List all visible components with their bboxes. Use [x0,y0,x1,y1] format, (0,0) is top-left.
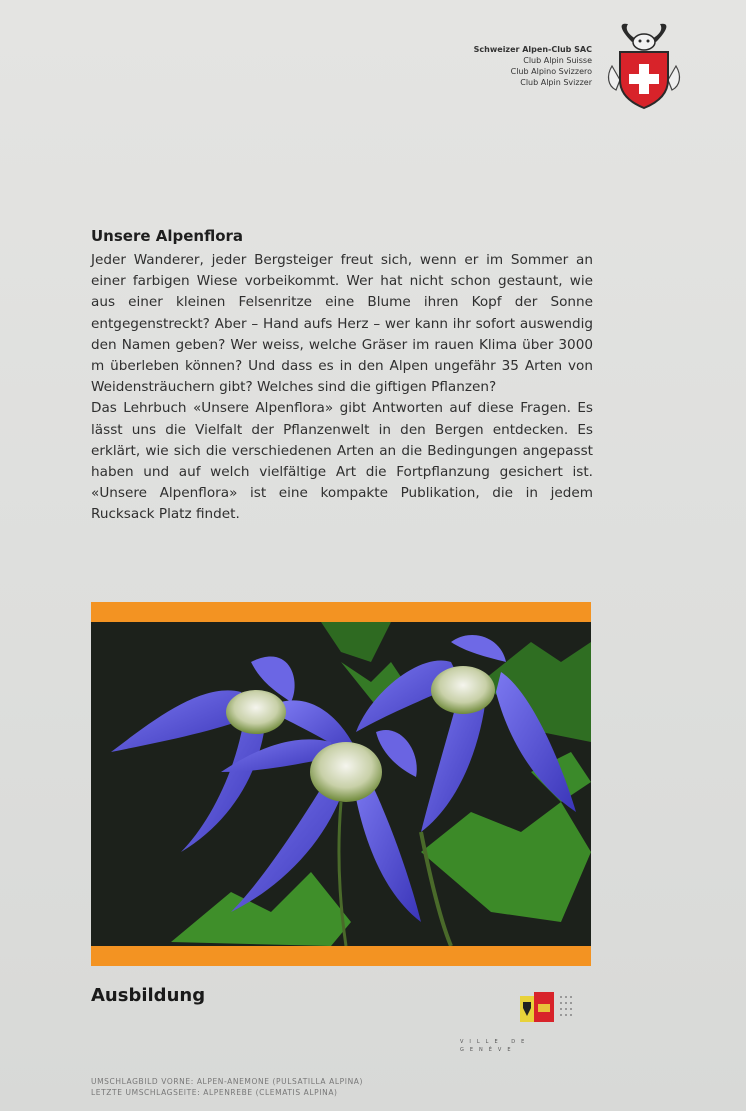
sac-crest-logo-icon [602,20,686,112]
organization-name: Schweizer Alpen-Club SAC [473,45,592,54]
clematis-photo-illustration [91,622,591,946]
organization-block [474,44,592,88]
image-credits [91,1076,363,1098]
credit-line-back: LETZTE UMSCHLAGSEITE: ALPENREBE (CLEMATIS ALPINA) [91,1088,338,1097]
section-label: Ausbildung [91,985,206,1006]
article-body [91,250,593,526]
sponsor-name: VILLE DE GENÈVE [460,1039,531,1053]
article-title: Unsere Alpenflora [91,227,244,245]
cover-photo-clematis [91,602,591,966]
organization-line-rm: Club Alpin Svizzer [520,78,592,87]
credit-line-front: UMSCHLAGBILD VORNE: ALPEN-ANEMONE (PULSATILLA ALPINA) [91,1077,364,1086]
ville-de-geneve-logo-icon [520,990,596,1026]
article-paragraph: Jeder Wanderer, jeder Bergsteiger freut sich, wenn er im Sommer an einer farbigen Wiese vorbeikommt. Wer hat nicht schon gestaunt, wie aus einer kleinen Felsenritze eine Blume ihren Kopf der Sonne entgegenstreckt? Aber – Hand aufs Herz – wer kann ihr sofort auswendig den Namen geben? Wer weiss, welche Gräser im rauen Klima über 3000 m überleben können? Und dass es in den Alpen ungefähr 35 Arten von Weidensträuchern gibt? Welches sind die giftigen Pflanzen? [91,252,593,396]
article-paragraph: Das Lehrbuch «Unsere Alpenflora» gibt Antworten auf diese Fragen. Es lässt uns die Vielfalt der Pflanzenwelt in den Bergen entdecken. Es erklärt, wie sich die verschiedenen Arten an die Bedingungen angepasst haben und auf welch vielfältige Art die Fortpflanzung gesichert ist. «Unsere Alpenflora» ist eine kompakte Publikation, die in jedem Rucksack Platz findet. [91,400,593,523]
organization-line-fr: Club Alpin Suisse [523,56,592,65]
organization-line-it: Club Alpino Svizzero [510,67,592,76]
